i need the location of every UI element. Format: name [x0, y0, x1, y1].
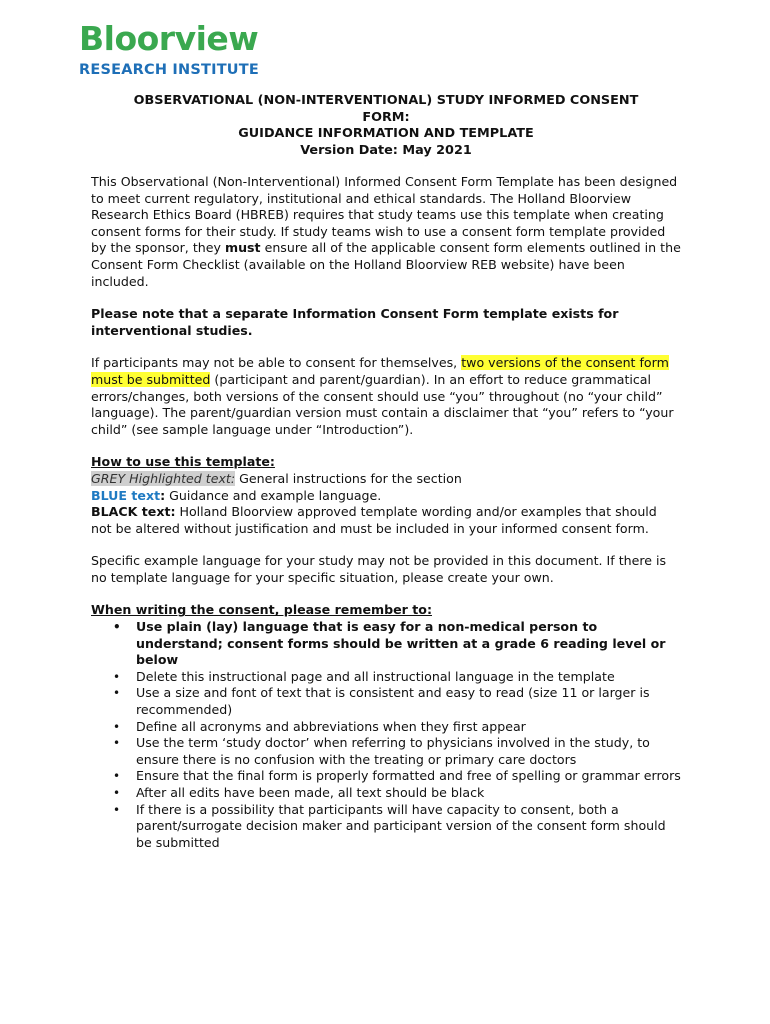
participants-text-2: (participant and parent/guardian). In an effort to reduce grammatical errors/changes, both versions of the consent should use “you” throughout (no “your child” language). The parent/guardian version must contain a disclaimer that “you” refers to “your child” (see sample language under “Introduction”).: [91, 371, 674, 437]
black-text: Holland Bloorview approved template wording and/or examples that should not be altered without justification and must be included in your informed consent form.: [91, 504, 657, 536]
version-date: Version Date: May 2021: [300, 142, 472, 158]
logo-wordmark: Bloorview: [79, 19, 259, 58]
list-item: [91, 768, 681, 785]
bullet-icon: •: [113, 786, 121, 800]
participants-text-1: If participants may not be able to consent for themselves,: [91, 355, 462, 371]
blue-colon: :: [160, 487, 166, 503]
bullet-icon: •: [113, 686, 121, 701]
intro-paragraph: [91, 174, 681, 290]
list-item-text: After all edits have been made, all text should be black: [136, 785, 485, 800]
list-item-text: Ensure that the final form is properly formatted and free of spelling or grammar errors: [136, 768, 681, 784]
list-item: [91, 735, 681, 768]
intro-must: must: [224, 240, 261, 256]
list-item-text: If there is a possibility that participants will have capacity to consent, both a parent/surrogate decision maker and participant version of the consent form should be submitted: [136, 801, 666, 850]
blue-label: BLUE text: [91, 487, 161, 503]
participants-highlight: two versions of the consent form must be submitted: [91, 355, 669, 387]
remember-heading: When writing the consent, please remember to:: [91, 602, 432, 618]
document-title: [87, 93, 685, 159]
remember-list: [91, 619, 681, 851]
bullet-icon: •: [113, 620, 121, 635]
blue-text: Guidance and example language.: [165, 487, 382, 503]
bullet-icon: •: [113, 736, 121, 751]
list-item-text: Define all acronyms and abbreviations when they first appear: [136, 718, 526, 734]
bullet-icon: •: [113, 669, 121, 684]
title-line-3: GUIDANCE INFORMATION AND TEMPLATE: [238, 126, 534, 141]
list-item-text: Use the term ‘study doctor’ when referring to physicians involved in the study, to ensure there is no confusion with the treating or primary care doctors: [136, 735, 650, 767]
bullet-icon: •: [113, 802, 121, 817]
logo-subtitle: RESEARCH INSTITUTE: [79, 62, 259, 78]
howto-blue-line: [91, 488, 681, 505]
list-item: [91, 719, 681, 736]
intro-text-1: This Observational (Non-Interventional) Informed Consent Form Template has been designed to meet current regulatory, institutional and ethical standards. The Holland Bloorview Research Ethics Board (HBREB) requires that study teams use this template when creating consent forms for their study. If study teams wish to use a consent form template provided by the sponsor, they: [91, 174, 678, 256]
interventional-note: Please note that a separate Information Consent Form template exists for interventional studies.: [91, 306, 619, 338]
list-item: [91, 785, 681, 802]
list-item: [91, 685, 681, 718]
list-item-text: Use a size and font of text that is consistent and easy to read (size 11 or larger is recommended): [136, 685, 650, 718]
list-item: [91, 669, 681, 686]
howto-heading: How to use this template:: [91, 454, 275, 470]
bloorview-logo: [79, 20, 259, 79]
list-item-text: Delete this instructional page and all instructional language in the template: [136, 668, 615, 684]
howto-black-line: [91, 504, 681, 537]
list-item-text: Use plain (lay) language that is easy for a non-medical person to understand; consent forms should be written at a grade 6 reading level or below: [136, 619, 666, 668]
title-line-2: FORM:: [362, 109, 410, 125]
specific-paragraph: Specific example language for your study may not be provided in this document. If there is no template language for your specific situation, please create your own.: [91, 553, 667, 585]
bullet-icon: •: [113, 769, 121, 784]
grey-text: General instructions for the section: [235, 470, 462, 486]
bullet-icon: •: [113, 719, 121, 734]
howto-grey-line: [91, 471, 681, 488]
intro-text-2: ensure all of the applicable consent form elements outlined in the Consent Form Checklist (available on the Holland Bloorview REB website) have been included.: [91, 240, 681, 289]
grey-label: GREY Highlighted text:: [91, 470, 236, 486]
title-line-1: OBSERVATIONAL (NON-INTERVENTIONAL) STUDY INFORMED CONSENT: [133, 93, 639, 108]
black-label: BLACK text:: [91, 504, 176, 520]
list-item: [91, 802, 681, 852]
document-body: [91, 93, 681, 851]
list-item: [91, 619, 681, 669]
participants-paragraph: [91, 355, 681, 438]
